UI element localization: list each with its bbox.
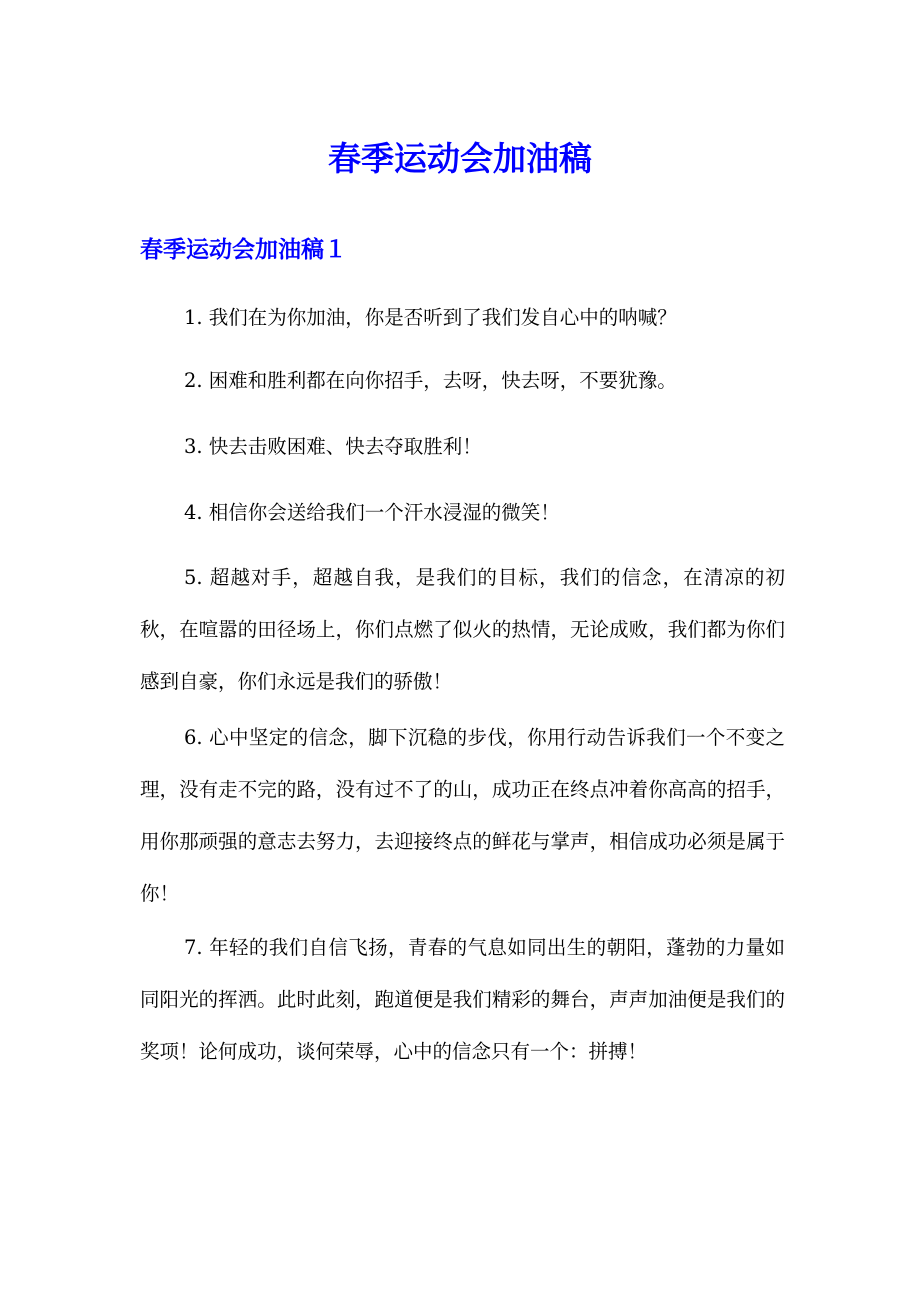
paragraph-6: 6. 心中坚定的信念，脚下沉稳的步伐，你用行动告诉我们一个不变之理，没有走不完的路，没有过不了的山，成功正在终点冲着你高高的招手，用你那顽强的意志去努力，去迎接终点的鲜花与掌声，相信成功必须是属于你！ xyxy=(140,726,785,905)
paragraph-1: 1. 我们在为你加油，你是否听到了我们发自心中的呐喊？ xyxy=(184,306,677,329)
paragraph-7: 7. 年轻的我们自信飞扬，青春的气息如同出生的朝阳，蓬勃的力量如同阳光的挥洒。此时此刻，跑道便是我们精彩的舞台，声声加油便是我们的奖项！论何成功，谈何荣辱，心中的信念只有一个：拼搏！ xyxy=(140,936,785,1063)
document-title: 春季运动会加油稿 xyxy=(328,139,592,178)
paragraph-5: 5. 超越对手，超越自我，是我们的目标，我们的信念，在清凉的初秋，在喧嚣的田径场上，你们点燃了似火的热情，无论成败，我们都为你们感到自豪，你们永远是我们的骄傲！ xyxy=(140,566,785,693)
section-heading: 春季运动会加油稿１ xyxy=(140,237,347,263)
paragraph-2: 2. 困难和胜利都在向你招手，去呀，快去呀，不要犹豫。 xyxy=(184,369,677,392)
paragraph-4: 4. 相信你会送给我们一个汗水浸湿的微笑！ xyxy=(184,501,560,524)
paragraph-3: 3. 快去击败困难、快去夺取胜利！ xyxy=(184,435,482,458)
